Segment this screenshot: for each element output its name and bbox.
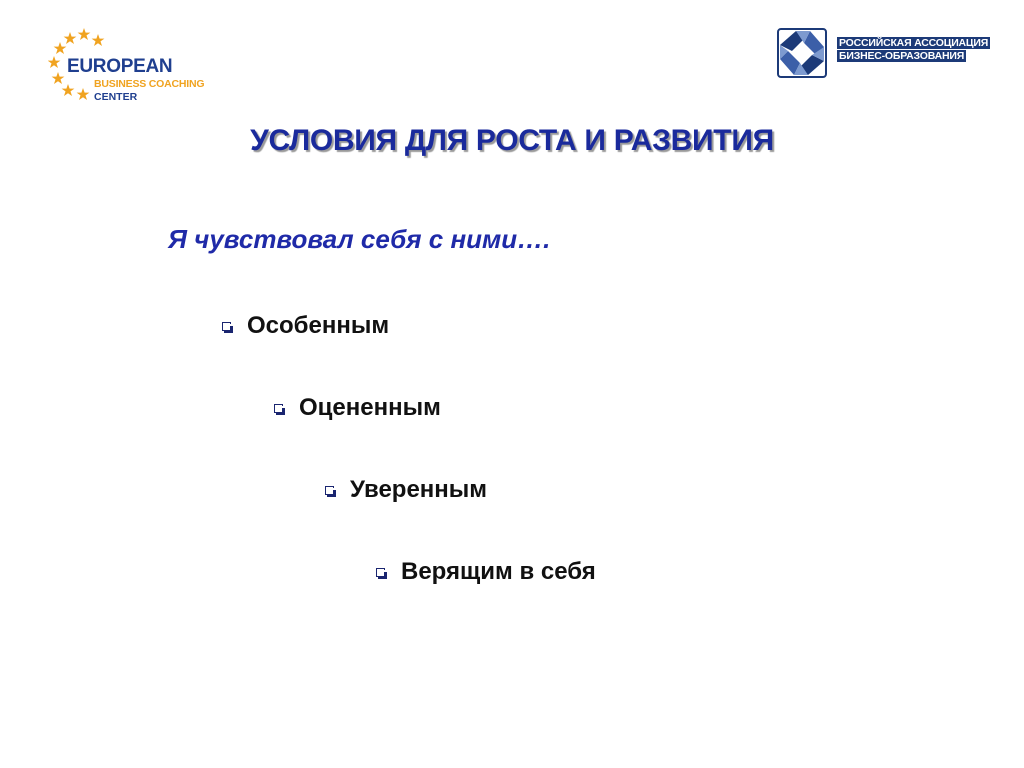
slide-title: УСЛОВИЯ ДЛЯ РОСТА И РАЗВИТИЯ bbox=[250, 124, 774, 157]
bullet-item-3 bbox=[325, 476, 487, 504]
bullet-item-1 bbox=[222, 312, 389, 340]
ebcc-logo-line3: CENTER bbox=[94, 91, 138, 103]
ebcc-logo-line1: EUROPEAN bbox=[67, 56, 173, 77]
rabe-logo-line1: РОССИЙСКАЯ АССОЦИАЦИЯ bbox=[839, 37, 989, 49]
bullet-label: Верящим в себя bbox=[401, 558, 596, 585]
ebcc-logo bbox=[48, 26, 218, 106]
bullet-item-4 bbox=[376, 558, 596, 586]
hollow-square-bullet-icon bbox=[376, 568, 385, 577]
rabe-logo-line2: БИЗНЕС-ОБРАЗОВАНИЯ bbox=[839, 50, 965, 62]
bullet-label: Оцененным bbox=[299, 394, 441, 421]
bullet-item-2 bbox=[274, 394, 441, 422]
slide-subtitle: Я чувствовал себя с ними…. bbox=[168, 224, 551, 254]
hollow-square-bullet-icon bbox=[274, 404, 283, 413]
rabe-logo-text bbox=[837, 37, 989, 63]
bullet-label: Уверенным bbox=[350, 476, 488, 503]
aperture-emblem-icon bbox=[777, 28, 829, 78]
ebcc-logo-line2: BUSINESS COACHING bbox=[94, 78, 205, 90]
hollow-square-bullet-icon bbox=[222, 322, 231, 331]
bullet-label: Особенным bbox=[247, 312, 390, 339]
hollow-square-bullet-icon bbox=[325, 486, 334, 495]
rabe-logo bbox=[777, 28, 989, 78]
